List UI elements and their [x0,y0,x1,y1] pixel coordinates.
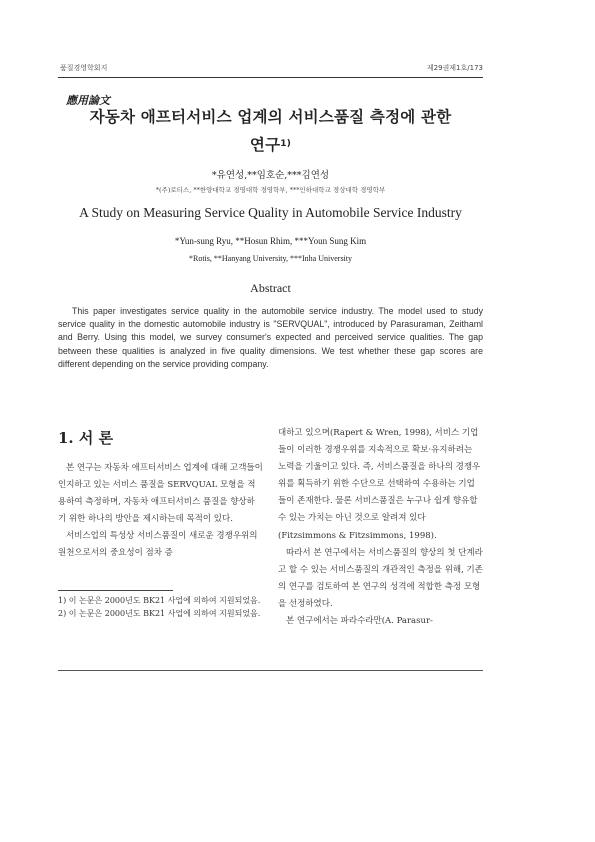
header-rule [58,77,483,78]
page-bottom-rule [58,670,483,671]
paragraph: 서비스업의 특성상 서비스품질이 새로운 경쟁우위의 원천으로서의 중요성이 점차 증 [58,531,258,559]
authors-english: *Yun-sung Ryu, **Hosun Rhim, ***Youn Sung Kim [174,236,367,246]
footnote: 2) 이 논문은 2000년도 BK21 사업에 의하여 지원되었음. [58,609,261,618]
title-footnote-mark: 1) [280,139,292,149]
paragraph: 대하고 있으며(Rapert & Wren, 1998), 서비스 기업들이 이러한 경쟁우위를 지속적으로 확보·유지하려는 노력을 기울이고 있다. 즉, 서비스품질을 하나의 경쟁우위를 획득하기 위한 수단으로 선택하여 수용하는 기업들이 존재한다. 물론 서비스품질은 누구나 쉽게 향유할 수 있는 가치는 아닌 것으로 알려져 있다(Fitzsimmons & Fitzsimmons, 1998). [278,428,481,541]
article-category: 應用論文 [66,94,110,107]
title-ko-line2-text: 연구 [249,136,281,154]
title-ko-line1: 자동차 애프터서비스 업계의 서비스품질 측정에 관한 [89,108,452,126]
body-column-right [278,425,483,630]
section-title: 1. 서 론 [58,429,114,447]
title-english: A Study on Measuring Service Quality in Automobile Service Industry [79,205,462,220]
paragraph: 따라서 본 연구에서는 서비스품질의 향상의 첫 단계라고 할 수 있는 서비스품질의 개관적인 측정을 위해, 기존의 연구를 검토하여 본 연구의 성격에 적합한 측정 모형을 선정하였다. [278,547,483,609]
affiliations-korean: *(주)로티스, **한양대학교 경영대학 경영학부, ***인하대학교 경상대학 경영학부 [155,186,386,194]
title-ko-line2 [58,133,483,155]
abstract-body: This paper investigates service quality in the automobile service industry. The model used to study service quality in the domestic automobile industry is "SERVQUAL", introduced by Parasuraman, Zeithaml and Berry. Using this model, we survey consumer's expected and perceived service qualities. The gap between these qualities is analyzed in five quality dimensions. We test whether these gap scores are different depending on the service providing company. [58,306,483,369]
affiliations-english: *Rotis, **Hanyang University, ***Inha University [188,254,352,263]
footnote-rule [58,590,173,591]
abstract-heading: Abstract [250,281,291,295]
issue-page-number: 제29권제1호/173 [426,64,483,72]
paragraph: 본 연구에서는 파라수라만(A. Parasur- [286,616,433,627]
footnote: 1) 이 논문은 2000년도 BK21 사업에 의하여 지원되었음. [58,596,261,605]
journal-name: 품질경영학회지 [60,64,108,72]
paragraph: 본 연구는 자동차 애프터서비스 업계에 대해 고객들이 인지하고 있는 서비스 품질을 SERVQUAL 모형을 적용하여 측정하며, 자동차 애프터서비스 품질을 향상하기 위한 하나의 방안을 제시하는데 목적이 있다. [58,463,263,525]
authors-korean: *유연성,**임호순,***김연성 [211,170,330,181]
footnotes [58,594,263,620]
body-column-left [58,460,263,563]
